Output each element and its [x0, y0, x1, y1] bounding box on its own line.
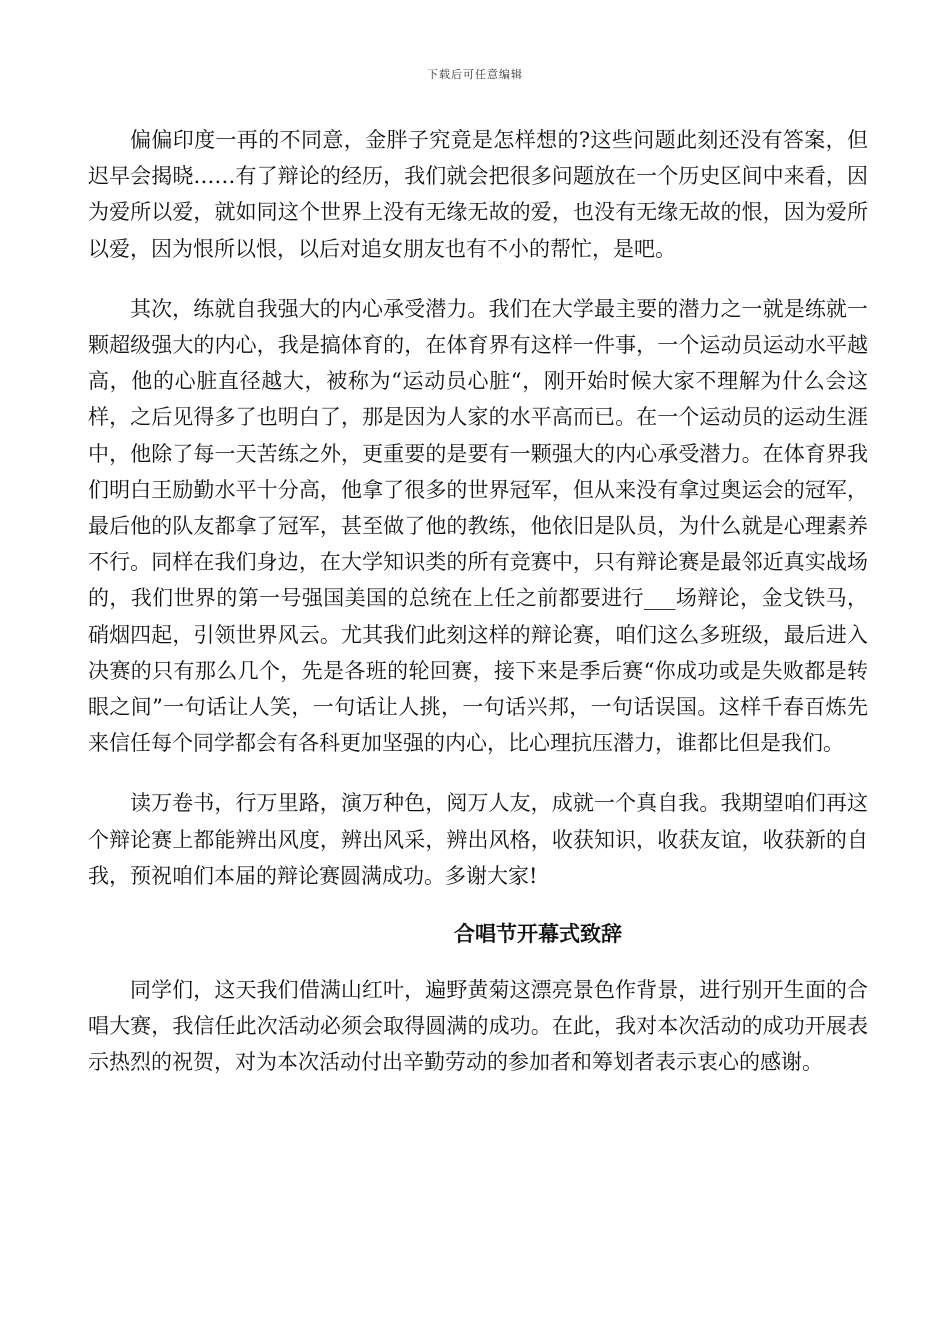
document-body — [88, 122, 868, 1081]
paragraph-debate-history: 偏偏印度一再的不同意，金胖子究竟是怎样想的?这些问题此刻还没有答案，但迟早会揭晓……有了辩论的经历，我们就会把很多问题放在一个历史区间中来看，因为爱所以爱，就如同这个世界上没有无缘无故的爱，也没有无缘无故的恨，因为爱所以爱，因为恨所以恨，以后对追女朋友也有不小的帮忙，是吧。 — [88, 128, 868, 261]
paragraph-closing-wishes: 读万卷书，行万里路，演万种色，阅万人友，成就一个真自我。我期望咱们再这个辩论赛上都能辨出风度，辨出风采，辨出风格，收获知识，收获友谊，收获新的自我，预祝咱们本届的辩论赛圆满成功。多谢大家! — [88, 791, 868, 888]
paragraph-chorus-opening: 同学们，这天我们借满山红叶，遍野黄菊这漂亮景色作背景，进行别开生面的合唱大赛，我信任此次活动必须会取得圆满的成功。在此，我对本次活动的成功开展表示热烈的祝贺，对为本次活动付出辛勤劳动的参加者和筹划者表示衷心的感谢。 — [88, 978, 868, 1075]
paragraph-inner-strength: 其次，练就自我强大的内心承受潜力。我们在大学最主要的潜力之一就是练就一颗超级强大的内心，我是搞体育的，在体育界有这样一件事，一个运动员运动水平越高，他的心脏直径越大，被称为“运动员心脏“，刚开始时候大家不理解为什么会这样，之后见得多了也明白了，那是因为人家的水平高而已。在一个运动员的运动生涯中，他除了每一天苦练之外，更重要的是要有一颗强大的内心承受潜力。在体育界我们明白王励勤水平十分高，他拿了很多的世界冠军，但从来没有拿过奥运会的冠军，最后他的队友都拿了冠军，甚至做了他的教练，他依旧是队员，为什么就是心理素养不行。同样在我们身边，在大学知识类的所有竞赛中，只有辩论赛是最邻近真实战场的，我们世界的第一号强国美国的总统在上任之前都要进行___场辩论，金戈铁马，硝烟四起，引领世界风云。尤其我们此刻这样的辩论赛，咱们这么多班级，最后进入决赛的只有那么几个，先是各班的轮回赛，接下来是季后赛“你成功或是失败都是转眼之间”一句话让人笑，一句话让人挑，一句话兴邦，一句话误国。这样千春百炼先来信任每个同学都会有各科更加坚强的内心，比心理抗压潜力，谁都比但是我们。 — [88, 296, 868, 756]
page-header-note: 下载后可任意编辑 — [427, 68, 523, 81]
section-title: 合唱节开幕式致辞 — [454, 922, 622, 947]
